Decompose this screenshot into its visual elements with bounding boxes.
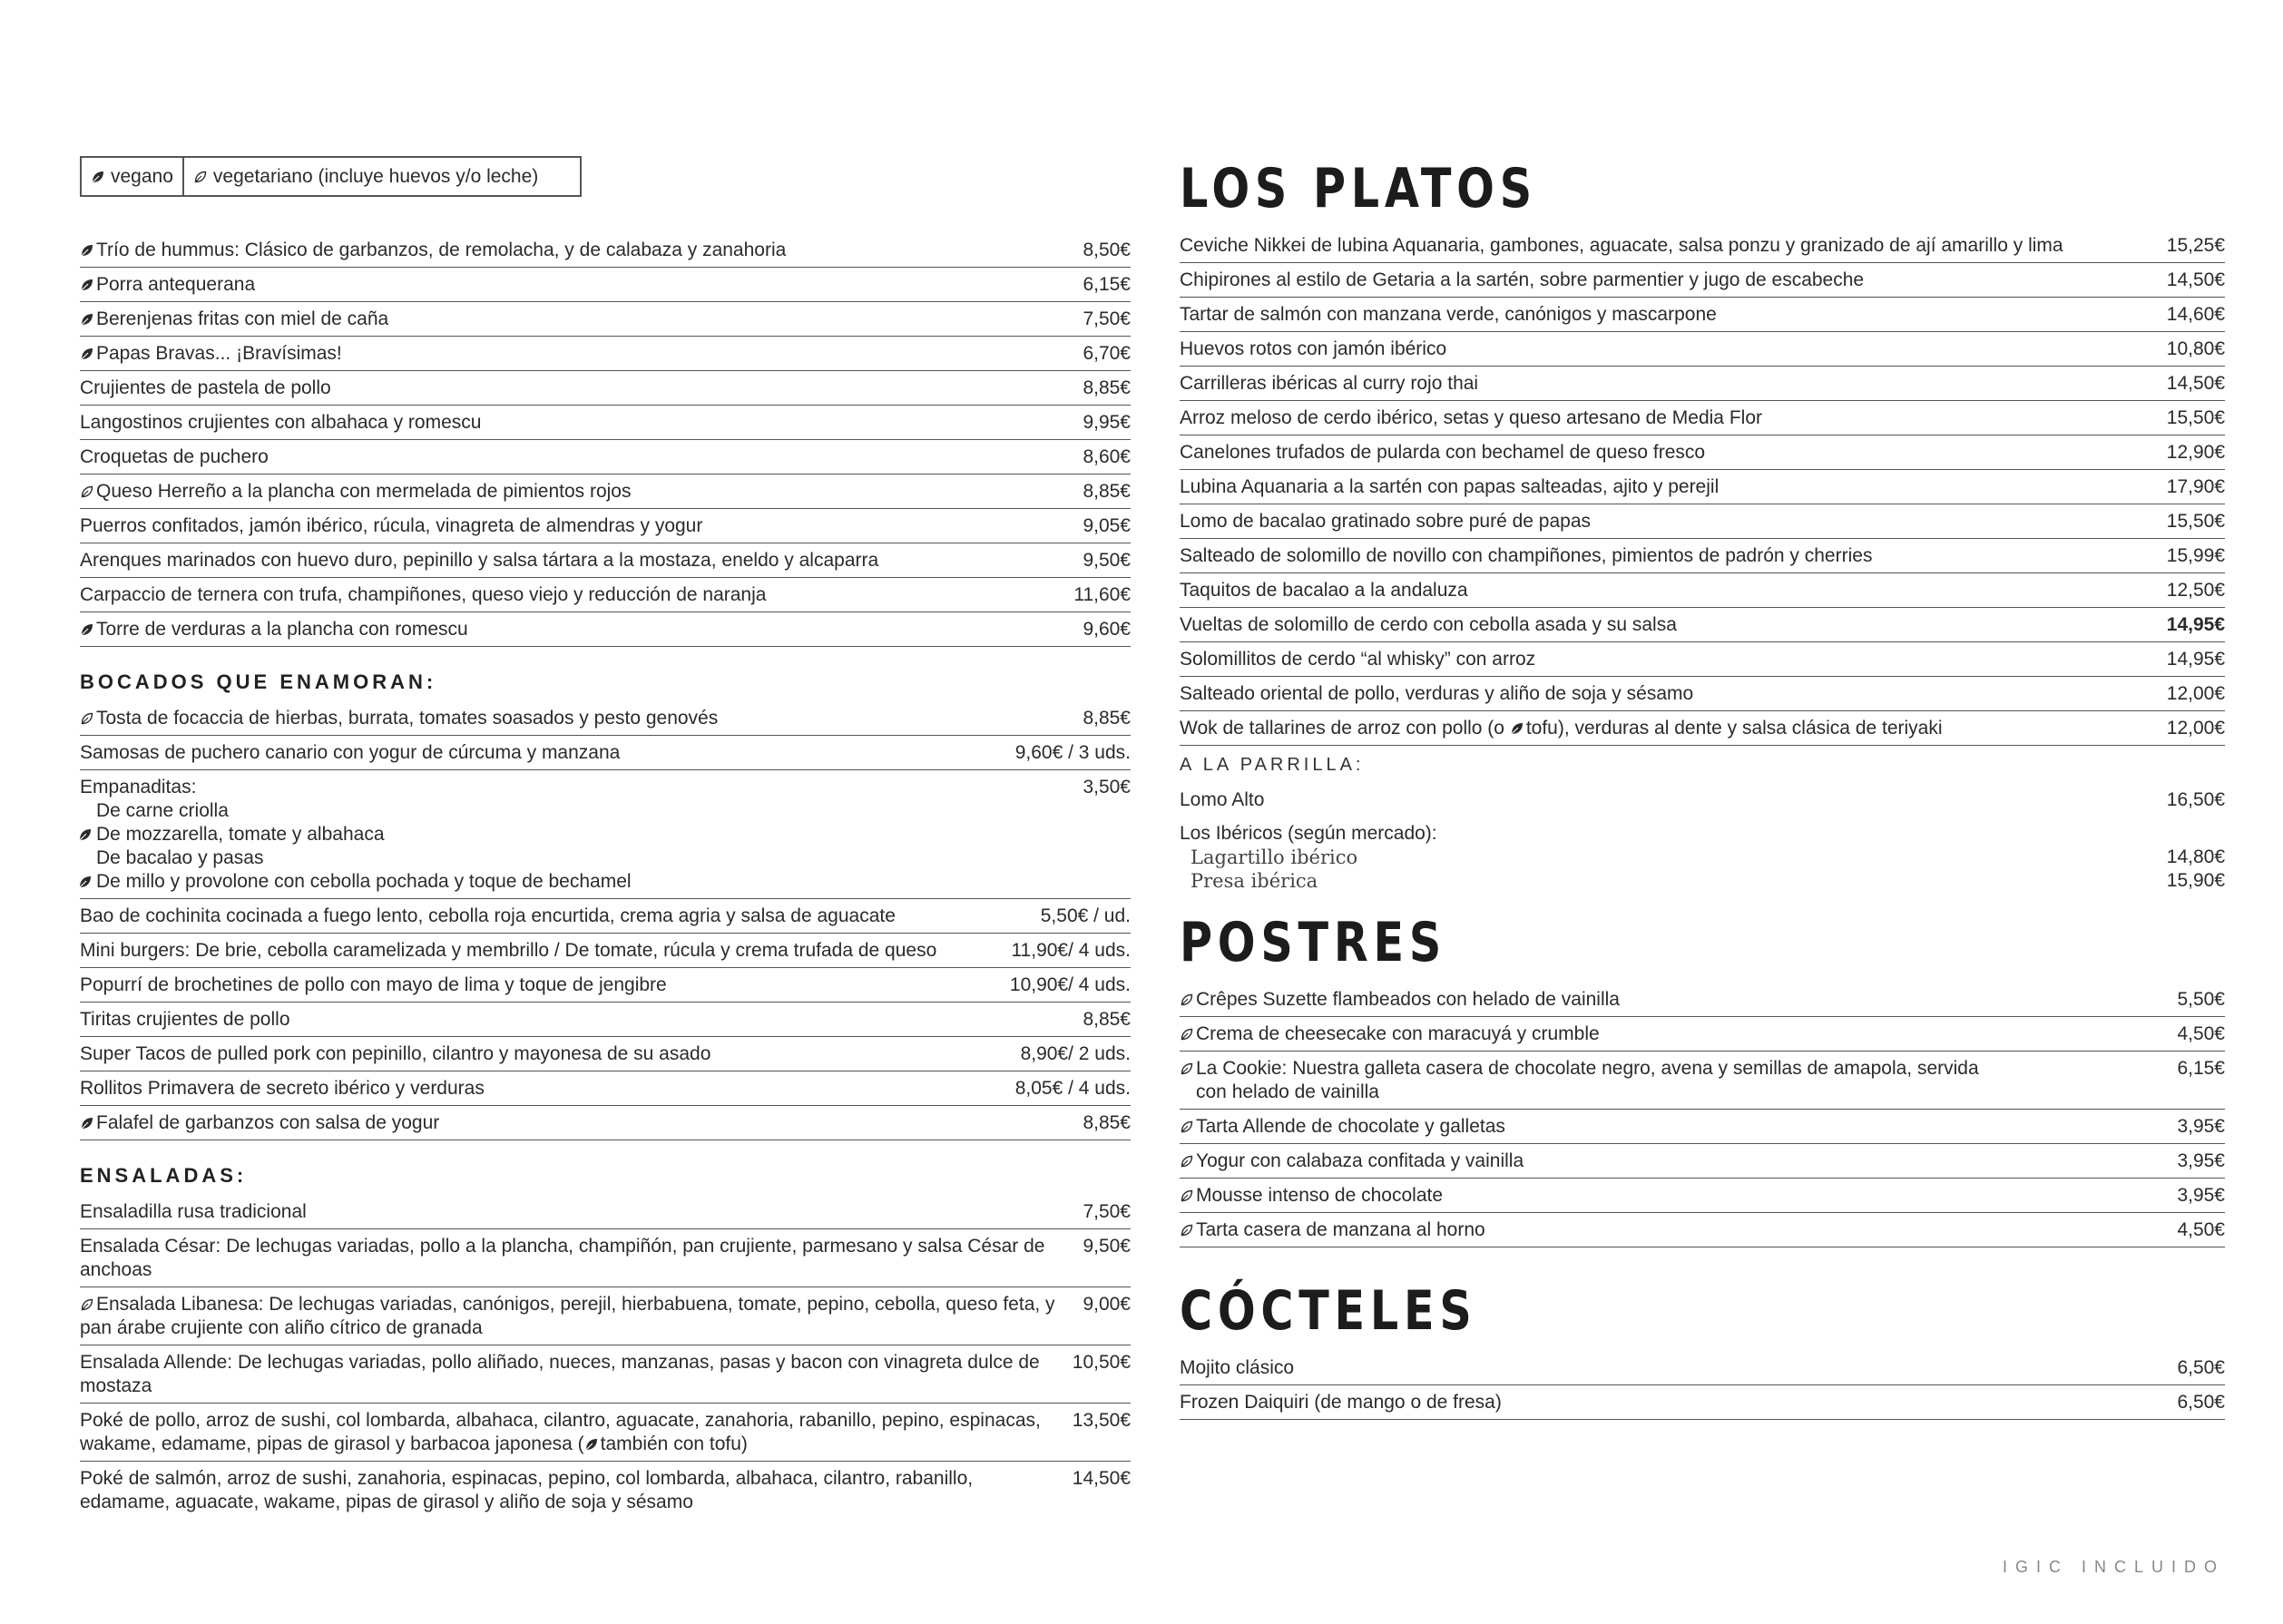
item-price: 4,50€ (2177, 1219, 2225, 1240)
item-price: 11,60€ (1073, 584, 1131, 605)
item-name: Langostinos crujientes con albahaca y romescu (80, 412, 482, 433)
item-name: Carrilleras ibéricas al curry rojo thai (1180, 373, 1479, 394)
item-price: 15,99€ (2166, 545, 2225, 566)
menu-item (80, 268, 1131, 302)
item-name: Yogur con calabaza confitada y vainilla (1196, 1150, 1524, 1171)
item-price: 15,50€ (2166, 407, 2225, 428)
outline-leaf-icon (1180, 1189, 1194, 1203)
menu-item (80, 474, 1131, 509)
legend-vegetarian-label: vegetariano (incluye huevos y/o leche) (212, 165, 539, 187)
filled-leaf-icon (584, 1437, 599, 1452)
item-name: Crujientes de pastela de pollo (80, 377, 331, 398)
menu-item (80, 1345, 1131, 1404)
menu-item (1180, 367, 2225, 401)
item-price: 9,95€ (1083, 412, 1131, 433)
menu-item (1180, 642, 2225, 677)
filled-leaf-icon (80, 1116, 94, 1130)
item-name: Popurrí de brochetines de pollo con mayo de lima y toque de jengibre (80, 974, 667, 995)
item-price: 15,90€ (2166, 870, 2225, 891)
item-name: Ensalada Allende: De lechugas variadas, pollo aliñado, nueces, manzanas, pasas y bacon con vinagreta dulce de mostaza (80, 1352, 1040, 1396)
item-name: Lomo de bacalao gratinado sobre puré de papas (1180, 511, 1591, 532)
item-price: 9,00€ (1083, 1294, 1131, 1315)
menu-item (1180, 263, 2225, 298)
menu-item-empanaditas (80, 770, 1131, 899)
outline-leaf-icon (1180, 1154, 1194, 1169)
menu-item (1180, 332, 2225, 367)
menu-item (80, 1037, 1131, 1071)
filled-leaf-icon (1510, 721, 1524, 736)
menu-item (1180, 1179, 2225, 1213)
platos-list (1180, 229, 2225, 608)
left-column (80, 156, 1131, 1519)
item-name: Chipirones al estilo de Getaria a la sartén, sobre parmentier y jugo de escabeche (1180, 269, 1865, 290)
menu-item (1180, 1213, 2225, 1247)
item-name: Ensalada César: De lechugas variadas, pollo a la plancha, champiñón, pan crujiente, parmesano y salsa César de anchoas (80, 1236, 1045, 1280)
diet-legend (80, 156, 582, 197)
variant-line: De millo y provolone con cebolla pochada y toque de bechamel (80, 870, 1055, 894)
platos-heading: LOS PLATOS (1180, 157, 1537, 220)
item-price: 10,90€/ 4 uds. (1009, 974, 1131, 995)
item-name: Crema de cheesecake con maracuyá y crumble (1196, 1023, 1600, 1044)
tax-note: IGIC INCLUIDO (2002, 1558, 2225, 1576)
item-price: 8,85€ (1083, 1112, 1131, 1133)
starters-list (80, 233, 1131, 647)
menu-item (80, 509, 1131, 543)
item-price: 5,50€ (2177, 989, 2225, 1010)
filled-leaf-icon (80, 312, 94, 327)
item-name: Queso Herreño a la plancha con mermelada de pimientos rojos (96, 481, 632, 502)
menu-item (1180, 1144, 2225, 1179)
outline-leaf-icon (1180, 1027, 1194, 1042)
menu-item (1180, 1351, 2225, 1385)
item-name: Huevos rotos con jamón ibérico (1180, 338, 1447, 359)
menu-item (80, 337, 1131, 371)
item-price: 9,60€ / 3 uds. (1014, 742, 1131, 763)
item-name: Mojito clásico (1180, 1357, 1295, 1378)
item-name: Super Tacos de pulled pork con pepinillo, cilantro y mayonesa de su asado (80, 1043, 711, 1064)
cocteles-list (1180, 1351, 2225, 1420)
filled-leaf-icon (80, 278, 94, 292)
menu-item (1180, 573, 2225, 608)
item-price: 3,95€ (2177, 1150, 2225, 1171)
item-name: Salteado de solomillo de novillo con champiñones, pimientos de padrón y cherries (1180, 545, 1873, 566)
menu-item (1180, 470, 2225, 504)
menu-item (80, 968, 1131, 1003)
item-price: 4,50€ (2177, 1023, 2225, 1044)
menu-item (80, 1287, 1131, 1345)
item-name: La Cookie: Nuestra galleta casera de chocolate negro, avena y semillas de amapola, servida (1196, 1058, 1979, 1079)
menu-item (80, 701, 1131, 736)
item-price: 14,50€ (2166, 373, 2225, 394)
item-name: Taquitos de bacalao a la andaluza (1180, 580, 1468, 601)
item-price: 9,05€ (1083, 515, 1131, 536)
menu-item: Wok de tallarines de arroz con pollo (o tofu), verduras al dente y salsa clásica de teriyaki 12,00€ (1180, 711, 2225, 746)
item-price: 9,50€ (1083, 550, 1131, 571)
item-price: 14,80€ (2166, 846, 2225, 867)
menu-item (80, 1462, 1131, 1519)
item-price: 12,00€ (2166, 718, 2225, 739)
item-name: Tartar de salmón con manzana verde, canónigos y mascarpone (1180, 304, 1717, 325)
item-name: Los Ibéricos (según mercado): (1180, 823, 1437, 844)
menu-item (1180, 229, 2225, 263)
item-name: Lomo Alto (1180, 789, 1265, 810)
menu-item (1180, 401, 2225, 435)
outline-leaf-icon (80, 711, 94, 726)
item-name: Solomillitos de cerdo “al whisky” con arroz (1180, 649, 1536, 670)
menu-item (1180, 1385, 2225, 1420)
item-price: 8,85€ (1083, 377, 1131, 398)
variant-line: De bacalao y pasas (96, 847, 264, 868)
parrilla-section (1180, 755, 2225, 897)
item-price: 12,90€ (2166, 442, 2225, 463)
item-price: 9,50€ (1083, 1236, 1131, 1257)
ensaladas-list (80, 1195, 1131, 1404)
item-name: Ensalada Libanesa: De lechugas variadas, canónigos, perejil, hierbabuena, tomate, pepino, cebolla, queso feta, y pan árabe crujiente con aliño cítrico de granada (80, 1294, 1055, 1338)
menu-item (80, 233, 1131, 268)
menu-item (80, 302, 1131, 337)
item-name: Poké de salmón, arroz de sushi, zanahoria, espinacas, pepino, col lombarda, albahaca, cilantro, rabanillo, edamame, aguacate, wakame, pipas de girasol y aliño de soja y sésamo (80, 1468, 974, 1512)
ensaladas-heading: ENSALADAS: (80, 1164, 248, 1187)
menu-item (80, 371, 1131, 406)
filled-leaf-icon (91, 170, 105, 184)
item-name: Tarta Allende de chocolate y galletas (1196, 1116, 1505, 1137)
cocteles-heading: CÓCTELES (1180, 1279, 1477, 1343)
item-name: Vueltas de solomillo de cerdo con cebolla asada y su salsa (1180, 614, 1677, 635)
filled-leaf-icon (78, 827, 93, 842)
item-price: 8,05€ / 4 uds. (1014, 1078, 1131, 1099)
right-column (1180, 156, 2225, 1420)
item-price: 7,50€ (1083, 308, 1131, 329)
legend-vegan-label: vegano (111, 165, 173, 187)
outline-leaf-icon (1180, 993, 1194, 1007)
menu-item (80, 1003, 1131, 1037)
item-name: Empanaditas: (80, 777, 197, 797)
parrilla-heading: A LA PARRILLA: (1180, 755, 1365, 775)
menu-item (80, 1229, 1131, 1287)
item-price: 8,85€ (1083, 1009, 1131, 1030)
menu-item (1180, 1110, 2225, 1144)
filled-leaf-icon (80, 622, 94, 637)
variant-line: Lagartillo ibérico (1190, 846, 1358, 868)
outline-leaf-icon (80, 1297, 94, 1312)
item-price: 14,50€ (1072, 1468, 1131, 1489)
outline-leaf-icon (80, 484, 94, 499)
item-name: Porra antequerana (96, 274, 256, 295)
menu-item (1180, 677, 2225, 711)
menu-item (80, 1106, 1131, 1140)
item-name: Mini burgers: De brie, cebolla caramelizada y membrillo / De tomate, rúcula y crema trufada de queso (80, 940, 937, 961)
item-price: 6,15€ (2177, 1058, 2225, 1079)
item-price: 15,25€ (2166, 235, 2225, 256)
item-price: 8,90€/ 2 uds. (1020, 1043, 1131, 1064)
menu-item (80, 934, 1131, 968)
item-price: 3,95€ (2177, 1185, 2225, 1206)
variant-line: De mozzarella, tomate y albahaca (80, 823, 1055, 846)
outline-leaf-icon (193, 170, 208, 184)
item-price: 12,50€ (2166, 580, 2225, 601)
item-price: 16,50€ (2166, 789, 2225, 810)
menu-item (1180, 1017, 2225, 1052)
menu-item (80, 736, 1131, 770)
item-price: 5,50€ / ud. (1040, 905, 1131, 926)
legend-vegan (82, 158, 182, 195)
filled-leaf-icon (80, 347, 94, 361)
item-price: 14,95€ (2166, 649, 2225, 670)
outline-leaf-icon (1180, 1061, 1194, 1076)
postres-heading: POSTRES (1180, 911, 1446, 974)
menu-item (1180, 783, 2225, 817)
item-name: Ensaladilla rusa tradicional (80, 1201, 307, 1222)
item-price: 8,85€ (1083, 481, 1131, 502)
item-price: 15,50€ (2166, 511, 2225, 532)
item-price: 8,60€ (1083, 446, 1131, 467)
item-name: Salteado oriental de pollo, verduras y aliño de soja y sésamo (1180, 683, 1694, 704)
item-name: Ceviche Nikkei de lubina Aquanaria, gambones, aguacate, salsa ponzu y granizado de ají amarillo y lima (1180, 235, 2063, 256)
menu-item (80, 578, 1131, 612)
item-name: Crêpes Suzette flambeados con helado de vainilla (1196, 989, 1620, 1010)
item-price: 3,50€ (1083, 777, 1131, 797)
menu-item (1180, 298, 2225, 332)
item-name: Rollitos Primavera de secreto ibérico y verduras (80, 1078, 485, 1099)
item-price: 6,70€ (1083, 343, 1131, 364)
outline-leaf-icon (1180, 1223, 1194, 1238)
menu-item: Poké de pollo, arroz de sushi, col lombarda, albahaca, cilantro, aguacate, zanahoria, rabanillo, pepino, espinacas, wakame, edamame, pipas de girasol y barbacoa japonesa ( también con tofu) 13,50€ (80, 1404, 1131, 1462)
item-name: Tarta casera de manzana al horno (1196, 1219, 1485, 1240)
item-price: 6,15€ (1083, 274, 1131, 295)
item-name: Falafel de garbanzos con salsa de yogur (96, 1112, 440, 1133)
item-price: 14,60€ (2166, 304, 2225, 325)
item-name: Tiritas crujientes de pollo (80, 1009, 290, 1030)
item-name: Bao de cochinita cocinada a fuego lento, cebolla roja encurtida, crema agria y salsa de aguacate (80, 905, 896, 926)
item-price: 11,90€/ 4 uds. (1011, 940, 1131, 961)
item-name-continued: con helado de vainilla (1196, 1081, 1379, 1102)
item-price: 10,80€ (2166, 338, 2225, 359)
item-name: Lubina Aquanaria a la sartén con papas salteadas, ajito y perejil (1180, 476, 1720, 497)
menu-item (80, 1071, 1131, 1106)
item-price: 10,50€ (1072, 1352, 1131, 1373)
menu-item (1180, 983, 2225, 1017)
filled-leaf-icon (80, 243, 94, 258)
menu-item (80, 406, 1131, 440)
item-price: 17,90€ (2166, 476, 2225, 497)
item-name: Puerros confitados, jamón ibérico, rúcula, vinagreta de almendras y yogur (80, 515, 703, 536)
item-price: 7,50€ (1083, 1201, 1131, 1222)
item-price: 8,50€ (1083, 240, 1131, 260)
item-name: Canelones trufados de pularda con bechamel de queso fresco (1180, 442, 1706, 463)
menu-item (80, 899, 1131, 934)
item-name: Torre de verduras a la plancha con romescu (96, 619, 468, 640)
item-name: Frozen Daiquiri (de mango o de fresa) (1180, 1392, 1502, 1413)
item-price: 9,60€ (1083, 619, 1131, 640)
menu-item (80, 543, 1131, 578)
item-price: 13,50€ (1072, 1410, 1131, 1431)
item-name: Samosas de puchero canario con yogur de cúrcuma y manzana (80, 742, 621, 763)
menu-item (1180, 539, 2225, 573)
item-price: 12,00€ (2166, 683, 2225, 704)
item-name: Mousse intenso de chocolate (1196, 1185, 1444, 1206)
item-name: Berenjenas fritas con miel de caña (96, 308, 389, 329)
item-name: Papas Bravas... ¡Bravísimas! (96, 343, 342, 364)
menu-item (80, 1195, 1131, 1229)
item-name: Trío de hummus: Clásico de garbanzos, de remolacha, y de calabaza y zanahoria (96, 240, 787, 260)
item-name: Arroz meloso de cerdo ibérico, setas y queso artesano de Media Flor (1180, 407, 1762, 428)
menu-item (1180, 608, 2225, 642)
item-name: Arenques marinados con huevo duro, pepinillo y salsa tártara a la mostaza, eneldo y alcaparra (80, 550, 879, 571)
menu-item-ibericos (1180, 817, 2225, 897)
bocados-list (80, 899, 1131, 1140)
item-price: 6,50€ (2177, 1357, 2225, 1378)
item-price: 14,50€ (2166, 269, 2225, 290)
item-name: Croquetas de puchero (80, 446, 269, 467)
menu-item (80, 612, 1131, 647)
variant-line: De carne criolla (96, 800, 229, 821)
postres-list (1180, 983, 2225, 1247)
menu-item (1180, 435, 2225, 470)
variant-line: Presa ibérica (1190, 870, 1318, 892)
menu-item (80, 440, 1131, 474)
outline-leaf-icon (1180, 1120, 1194, 1134)
item-price: 3,95€ (2177, 1116, 2225, 1137)
item-name: Carpaccio de ternera con trufa, champiñones, queso viejo y reducción de naranja (80, 584, 767, 605)
menu-item (1180, 1052, 2225, 1110)
item-price: 14,95€ (2166, 614, 2225, 635)
filled-leaf-icon (78, 875, 93, 889)
item-price: 8,85€ (1083, 708, 1131, 729)
item-name: Tosta de focaccia de hierbas, burrata, tomates soasados y pesto genovés (96, 708, 719, 729)
menu-item (1180, 504, 2225, 539)
legend-vegetarian (182, 158, 547, 195)
bocados-heading: BOCADOS QUE ENAMORAN: (80, 670, 437, 693)
item-price: 6,50€ (2177, 1392, 2225, 1413)
